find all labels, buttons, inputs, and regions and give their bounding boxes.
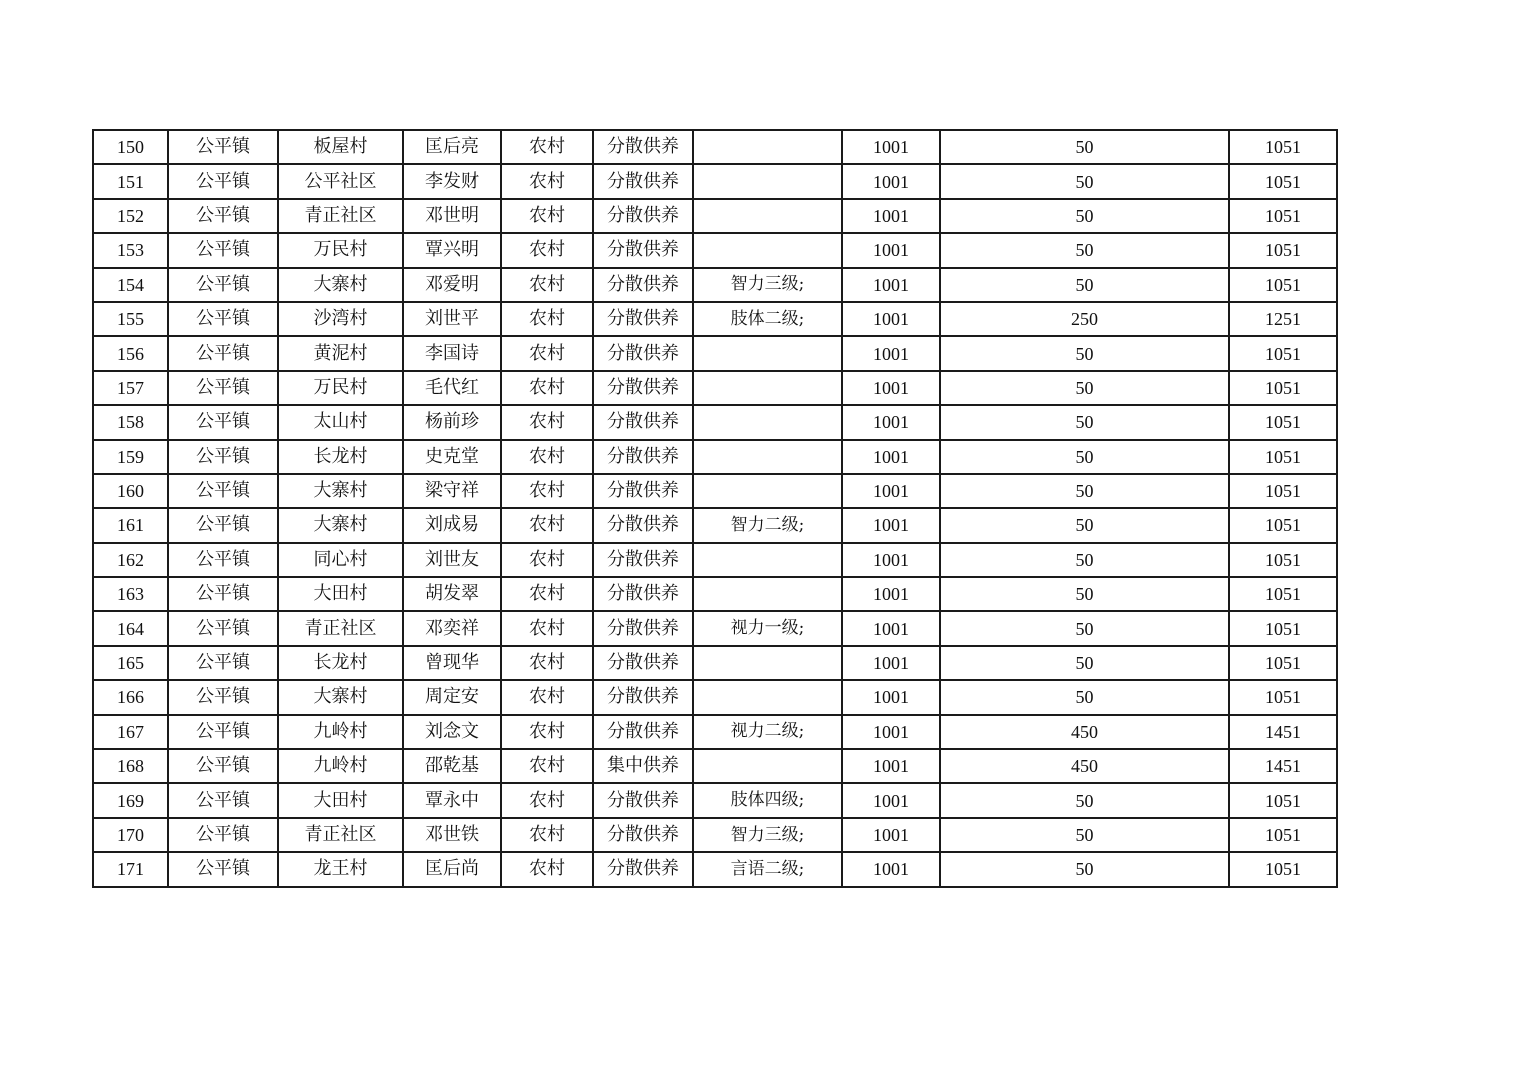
village-cell: 长龙村 [278, 646, 403, 680]
town-cell: 公平镇 [168, 302, 278, 336]
support-type-cell: 分散供养 [593, 543, 693, 577]
table-row [93, 715, 1337, 749]
residence-type-cell: 农村 [501, 440, 593, 474]
disability-cell [693, 474, 842, 508]
support-type-cell: 分散供养 [593, 508, 693, 542]
town-cell: 公平镇 [168, 233, 278, 267]
town-cell: 公平镇 [168, 715, 278, 749]
village-cell: 青正社区 [278, 818, 403, 852]
serial-number-cell: 159 [93, 440, 168, 474]
village-cell: 青正社区 [278, 199, 403, 233]
village-cell: 万民村 [278, 233, 403, 267]
person-name-cell: 覃永中 [403, 783, 501, 817]
amount-base-cell: 1001 [842, 130, 940, 164]
serial-number-cell: 152 [93, 199, 168, 233]
town-cell: 公平镇 [168, 474, 278, 508]
amount-base-cell: 1001 [842, 199, 940, 233]
table-row [93, 577, 1337, 611]
residence-type-cell: 农村 [501, 508, 593, 542]
table-row [93, 611, 1337, 645]
person-name-cell: 邓爱明 [403, 268, 501, 302]
support-type-cell: 分散供养 [593, 405, 693, 439]
disability-cell [693, 233, 842, 267]
amount-total-cell: 1051 [1229, 199, 1337, 233]
amount-subsidy-cell: 50 [940, 474, 1229, 508]
residence-type-cell: 农村 [501, 474, 593, 508]
village-cell: 大寨村 [278, 474, 403, 508]
disability-cell [693, 371, 842, 405]
amount-total-cell: 1251 [1229, 302, 1337, 336]
residence-type-cell: 农村 [501, 130, 593, 164]
residence-type-cell: 农村 [501, 818, 593, 852]
person-name-cell: 李发财 [403, 164, 501, 198]
disability-cell: 智力三级; [693, 268, 842, 302]
serial-number-cell: 153 [93, 233, 168, 267]
person-name-cell: 匡后亮 [403, 130, 501, 164]
village-cell: 九岭村 [278, 715, 403, 749]
support-type-cell: 分散供养 [593, 715, 693, 749]
residence-type-cell: 农村 [501, 852, 593, 886]
data-table [92, 129, 1338, 888]
disability-cell [693, 130, 842, 164]
serial-number-cell: 166 [93, 680, 168, 714]
town-cell: 公平镇 [168, 749, 278, 783]
amount-subsidy-cell: 50 [940, 268, 1229, 302]
amount-subsidy-cell: 50 [940, 508, 1229, 542]
amount-base-cell: 1001 [842, 474, 940, 508]
amount-subsidy-cell: 50 [940, 646, 1229, 680]
village-cell: 九岭村 [278, 749, 403, 783]
town-cell: 公平镇 [168, 371, 278, 405]
person-name-cell: 杨前珍 [403, 405, 501, 439]
amount-base-cell: 1001 [842, 302, 940, 336]
person-name-cell: 李国诗 [403, 336, 501, 370]
amount-total-cell: 1051 [1229, 440, 1337, 474]
amount-total-cell: 1451 [1229, 715, 1337, 749]
amount-base-cell: 1001 [842, 680, 940, 714]
support-type-cell: 分散供养 [593, 130, 693, 164]
amount-subsidy-cell: 50 [940, 611, 1229, 645]
table-row [93, 543, 1337, 577]
disability-cell [693, 164, 842, 198]
town-cell: 公平镇 [168, 577, 278, 611]
amount-total-cell: 1051 [1229, 783, 1337, 817]
amount-subsidy-cell: 50 [940, 543, 1229, 577]
town-cell: 公平镇 [168, 543, 278, 577]
support-type-cell: 分散供养 [593, 611, 693, 645]
serial-number-cell: 154 [93, 268, 168, 302]
support-type-cell: 分散供养 [593, 336, 693, 370]
residence-type-cell: 农村 [501, 543, 593, 577]
disability-cell [693, 577, 842, 611]
person-name-cell: 邓奕祥 [403, 611, 501, 645]
amount-base-cell: 1001 [842, 371, 940, 405]
table-row [93, 199, 1337, 233]
disability-cell [693, 440, 842, 474]
table-row [93, 474, 1337, 508]
table-row [93, 302, 1337, 336]
person-name-cell: 刘世平 [403, 302, 501, 336]
amount-base-cell: 1001 [842, 405, 940, 439]
person-name-cell: 毛代红 [403, 371, 501, 405]
village-cell: 板屋村 [278, 130, 403, 164]
amount-total-cell: 1051 [1229, 336, 1337, 370]
table-body [93, 130, 1337, 887]
village-cell: 沙湾村 [278, 302, 403, 336]
village-cell: 同心村 [278, 543, 403, 577]
disability-cell: 言语二级; [693, 852, 842, 886]
support-type-cell: 分散供养 [593, 852, 693, 886]
amount-total-cell: 1051 [1229, 130, 1337, 164]
town-cell: 公平镇 [168, 268, 278, 302]
serial-number-cell: 168 [93, 749, 168, 783]
disability-cell [693, 543, 842, 577]
town-cell: 公平镇 [168, 852, 278, 886]
support-type-cell: 分散供养 [593, 474, 693, 508]
serial-number-cell: 160 [93, 474, 168, 508]
residence-type-cell: 农村 [501, 749, 593, 783]
table-row [93, 680, 1337, 714]
support-type-cell: 分散供养 [593, 783, 693, 817]
residence-type-cell: 农村 [501, 268, 593, 302]
amount-total-cell: 1051 [1229, 371, 1337, 405]
amount-subsidy-cell: 50 [940, 233, 1229, 267]
table-row [93, 749, 1337, 783]
table-row [93, 508, 1337, 542]
serial-number-cell: 169 [93, 783, 168, 817]
support-type-cell: 分散供养 [593, 440, 693, 474]
amount-subsidy-cell: 50 [940, 336, 1229, 370]
table-row [93, 233, 1337, 267]
town-cell: 公平镇 [168, 783, 278, 817]
person-name-cell: 邵乾基 [403, 749, 501, 783]
amount-subsidy-cell: 50 [940, 818, 1229, 852]
amount-subsidy-cell: 50 [940, 440, 1229, 474]
person-name-cell: 邓世铁 [403, 818, 501, 852]
amount-base-cell: 1001 [842, 818, 940, 852]
support-type-cell: 分散供养 [593, 302, 693, 336]
amount-total-cell: 1051 [1229, 474, 1337, 508]
amount-base-cell: 1001 [842, 543, 940, 577]
disability-cell: 视力二级; [693, 715, 842, 749]
disability-cell: 肢体四级; [693, 783, 842, 817]
amount-base-cell: 1001 [842, 783, 940, 817]
disability-cell: 智力二级; [693, 508, 842, 542]
residence-type-cell: 农村 [501, 646, 593, 680]
serial-number-cell: 161 [93, 508, 168, 542]
disability-cell [693, 199, 842, 233]
amount-subsidy-cell: 50 [940, 852, 1229, 886]
disability-cell [693, 680, 842, 714]
amount-total-cell: 1051 [1229, 543, 1337, 577]
support-type-cell: 分散供养 [593, 577, 693, 611]
village-cell: 长龙村 [278, 440, 403, 474]
residence-type-cell: 农村 [501, 302, 593, 336]
support-type-cell: 分散供养 [593, 818, 693, 852]
amount-base-cell: 1001 [842, 577, 940, 611]
amount-total-cell: 1051 [1229, 577, 1337, 611]
amount-base-cell: 1001 [842, 508, 940, 542]
serial-number-cell: 164 [93, 611, 168, 645]
person-name-cell: 匡后尚 [403, 852, 501, 886]
support-type-cell: 分散供养 [593, 233, 693, 267]
village-cell: 大田村 [278, 783, 403, 817]
disability-cell [693, 646, 842, 680]
amount-base-cell: 1001 [842, 749, 940, 783]
town-cell: 公平镇 [168, 336, 278, 370]
amount-subsidy-cell: 50 [940, 130, 1229, 164]
table-row [93, 818, 1337, 852]
support-type-cell: 分散供养 [593, 646, 693, 680]
support-type-cell: 分散供养 [593, 268, 693, 302]
person-name-cell: 覃兴明 [403, 233, 501, 267]
support-type-cell: 分散供养 [593, 371, 693, 405]
town-cell: 公平镇 [168, 130, 278, 164]
village-cell: 黄泥村 [278, 336, 403, 370]
residence-type-cell: 农村 [501, 680, 593, 714]
serial-number-cell: 151 [93, 164, 168, 198]
amount-subsidy-cell: 50 [940, 577, 1229, 611]
amount-base-cell: 1001 [842, 233, 940, 267]
disability-cell [693, 749, 842, 783]
village-cell: 大田村 [278, 577, 403, 611]
table-row [93, 268, 1337, 302]
amount-subsidy-cell: 50 [940, 405, 1229, 439]
amount-subsidy-cell: 50 [940, 371, 1229, 405]
table-row [93, 405, 1337, 439]
person-name-cell: 史克堂 [403, 440, 501, 474]
residence-type-cell: 农村 [501, 336, 593, 370]
person-name-cell: 刘成易 [403, 508, 501, 542]
amount-base-cell: 1001 [842, 268, 940, 302]
amount-base-cell: 1001 [842, 164, 940, 198]
table-row [93, 371, 1337, 405]
amount-base-cell: 1001 [842, 336, 940, 370]
disability-cell: 智力三级; [693, 818, 842, 852]
serial-number-cell: 170 [93, 818, 168, 852]
residence-type-cell: 农村 [501, 164, 593, 198]
serial-number-cell: 150 [93, 130, 168, 164]
amount-total-cell: 1451 [1229, 749, 1337, 783]
town-cell: 公平镇 [168, 611, 278, 645]
town-cell: 公平镇 [168, 646, 278, 680]
residence-type-cell: 农村 [501, 783, 593, 817]
table-row [93, 164, 1337, 198]
support-type-cell: 集中供养 [593, 749, 693, 783]
table-row [93, 783, 1337, 817]
amount-base-cell: 1001 [842, 440, 940, 474]
person-name-cell: 胡发翠 [403, 577, 501, 611]
amount-total-cell: 1051 [1229, 852, 1337, 886]
table-row [93, 130, 1337, 164]
serial-number-cell: 171 [93, 852, 168, 886]
amount-subsidy-cell: 450 [940, 749, 1229, 783]
serial-number-cell: 155 [93, 302, 168, 336]
residence-type-cell: 农村 [501, 233, 593, 267]
table-row [93, 336, 1337, 370]
residence-type-cell: 农村 [501, 715, 593, 749]
town-cell: 公平镇 [168, 440, 278, 474]
amount-base-cell: 1001 [842, 611, 940, 645]
amount-total-cell: 1051 [1229, 164, 1337, 198]
residence-type-cell: 农村 [501, 199, 593, 233]
amount-base-cell: 1001 [842, 852, 940, 886]
residence-type-cell: 农村 [501, 611, 593, 645]
amount-subsidy-cell: 250 [940, 302, 1229, 336]
amount-total-cell: 1051 [1229, 646, 1337, 680]
town-cell: 公平镇 [168, 818, 278, 852]
town-cell: 公平镇 [168, 405, 278, 439]
village-cell: 龙王村 [278, 852, 403, 886]
amount-base-cell: 1001 [842, 646, 940, 680]
village-cell: 公平社区 [278, 164, 403, 198]
amount-total-cell: 1051 [1229, 611, 1337, 645]
person-name-cell: 曾现华 [403, 646, 501, 680]
village-cell: 大寨村 [278, 508, 403, 542]
amount-total-cell: 1051 [1229, 508, 1337, 542]
support-type-cell: 分散供养 [593, 680, 693, 714]
amount-total-cell: 1051 [1229, 233, 1337, 267]
disability-cell: 视力一级; [693, 611, 842, 645]
town-cell: 公平镇 [168, 680, 278, 714]
person-name-cell: 邓世明 [403, 199, 501, 233]
village-cell: 大寨村 [278, 268, 403, 302]
amount-total-cell: 1051 [1229, 405, 1337, 439]
amount-total-cell: 1051 [1229, 818, 1337, 852]
serial-number-cell: 167 [93, 715, 168, 749]
village-cell: 太山村 [278, 405, 403, 439]
serial-number-cell: 165 [93, 646, 168, 680]
table-row [93, 852, 1337, 886]
amount-subsidy-cell: 450 [940, 715, 1229, 749]
table-row [93, 646, 1337, 680]
disability-cell: 肢体二级; [693, 302, 842, 336]
amount-subsidy-cell: 50 [940, 680, 1229, 714]
amount-subsidy-cell: 50 [940, 783, 1229, 817]
town-cell: 公平镇 [168, 199, 278, 233]
person-name-cell: 梁守祥 [403, 474, 501, 508]
residence-type-cell: 农村 [501, 577, 593, 611]
serial-number-cell: 158 [93, 405, 168, 439]
serial-number-cell: 157 [93, 371, 168, 405]
amount-subsidy-cell: 50 [940, 199, 1229, 233]
support-type-cell: 分散供养 [593, 199, 693, 233]
town-cell: 公平镇 [168, 164, 278, 198]
serial-number-cell: 163 [93, 577, 168, 611]
support-type-cell: 分散供养 [593, 164, 693, 198]
table-row [93, 440, 1337, 474]
person-name-cell: 周定安 [403, 680, 501, 714]
amount-base-cell: 1001 [842, 715, 940, 749]
person-name-cell: 刘念文 [403, 715, 501, 749]
serial-number-cell: 156 [93, 336, 168, 370]
village-cell: 万民村 [278, 371, 403, 405]
village-cell: 大寨村 [278, 680, 403, 714]
town-cell: 公平镇 [168, 508, 278, 542]
residence-type-cell: 农村 [501, 405, 593, 439]
disability-cell [693, 405, 842, 439]
serial-number-cell: 162 [93, 543, 168, 577]
disability-cell [693, 336, 842, 370]
amount-total-cell: 1051 [1229, 268, 1337, 302]
residence-type-cell: 农村 [501, 371, 593, 405]
amount-total-cell: 1051 [1229, 680, 1337, 714]
person-name-cell: 刘世友 [403, 543, 501, 577]
amount-subsidy-cell: 50 [940, 164, 1229, 198]
village-cell: 青正社区 [278, 611, 403, 645]
